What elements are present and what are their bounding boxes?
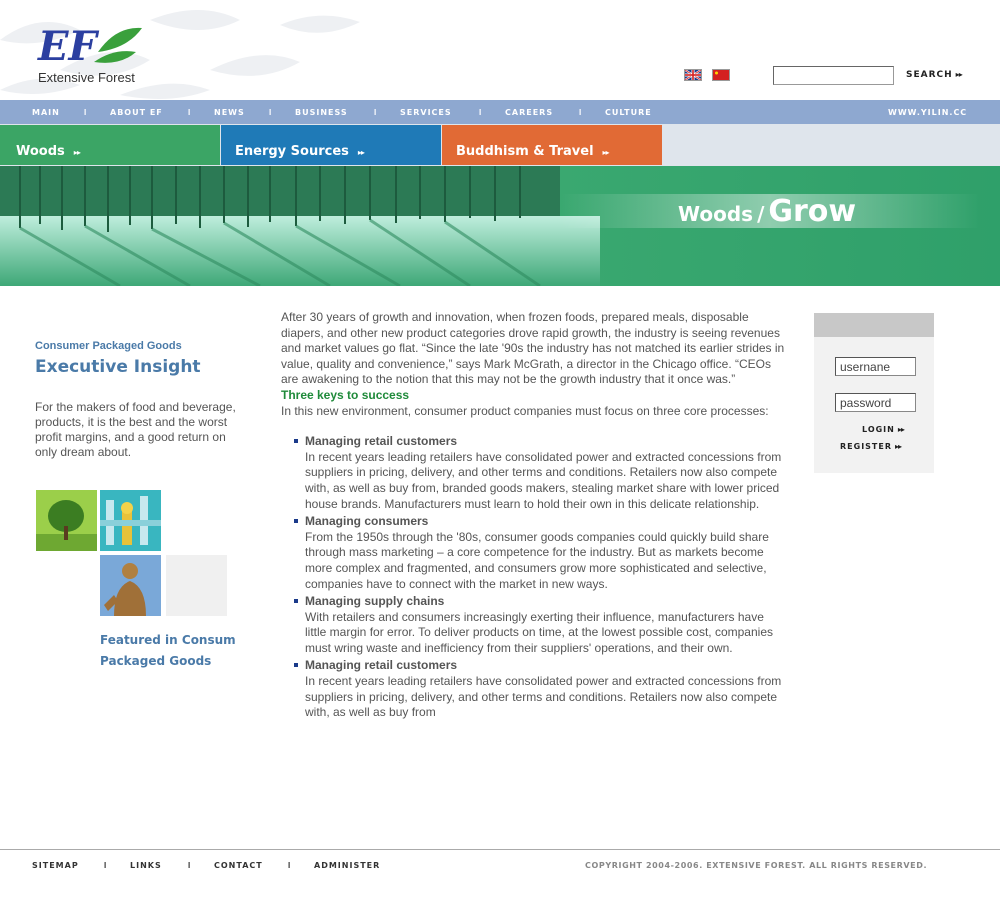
- search-button[interactable]: SEARCH ▸▸: [906, 70, 962, 80]
- search-input[interactable]: [773, 66, 894, 85]
- banner-title: [678, 194, 856, 229]
- nav-news[interactable]: NEWS: [214, 108, 245, 117]
- list-item-title: Managing consumers: [305, 514, 429, 529]
- bullet-icon: [294, 599, 298, 603]
- password-field[interactable]: [835, 393, 916, 412]
- username-field[interactable]: [835, 357, 916, 376]
- tab-label: Woods: [16, 144, 65, 159]
- english-flag-icon[interactable]: [684, 69, 702, 81]
- nav-culture[interactable]: CULTURE: [605, 108, 652, 117]
- double-arrow-icon: ▸▸: [602, 148, 609, 157]
- list-item-title: Managing retail customers: [305, 434, 458, 449]
- nav-separator: I: [84, 108, 87, 117]
- main-content: [281, 310, 786, 723]
- intro-paragraph: After 30 years of growth and innovation, when frozen foods, prepared meals, disposable diapers, and other new product categories drove rapid growth, the industry is seeing revenues and market values go flat. “Since the late '90s the industry has not matched its earlier strides in value, quality and convenience,” says Mark McGrath, a director in the Chicago office. “CEOs are awakening to the notion that this may not be the growth industry that it once was.”: [281, 310, 785, 387]
- nav-careers[interactable]: CAREERS: [505, 108, 554, 117]
- left-subtitle: Consumer Packaged Goods: [35, 340, 182, 352]
- tab-energy-sources[interactable]: [221, 125, 441, 165]
- chinese-flag-icon[interactable]: [712, 69, 730, 81]
- footer-separator: I: [188, 861, 191, 870]
- tab-woods[interactable]: [0, 125, 220, 165]
- logo[interactable]: [36, 22, 146, 86]
- featured-link[interactable]: [100, 630, 260, 672]
- bullet-icon: [294, 519, 298, 523]
- double-arrow-icon: ▸▸: [73, 148, 80, 157]
- blank-thumbnail: [166, 555, 227, 616]
- nav-separator: I: [479, 108, 482, 117]
- nav-main[interactable]: MAIN: [32, 108, 60, 117]
- double-arrow-icon: ▸▸: [357, 148, 364, 157]
- category-tabs: [0, 124, 1000, 166]
- list-item: [295, 594, 786, 656]
- tab-buddhism-travel[interactable]: [442, 125, 662, 165]
- keys-intro: In this new environment, consumer product companies must focus on three core processes:: [281, 403, 769, 418]
- login-header: [814, 313, 934, 337]
- list-item-text: In recent years leading retailers have consolidated power and extracted concessions from suppliers in pricing, delivery, and other terms and conditions. Retailers now also compete with, as well as buy from, branded goods makers, stealing market share with lower priced house brands. Manufacturers must learn to hold their own in this delicate relationship.: [305, 449, 782, 511]
- nav-separator: I: [188, 108, 191, 117]
- logo-text: Extensive Forest: [38, 70, 135, 85]
- top-nav: [0, 100, 1000, 124]
- buddha-thumbnail[interactable]: [100, 555, 161, 616]
- header: [0, 0, 1000, 100]
- featured-line: Packaged Goods: [100, 654, 212, 668]
- list-item: [295, 514, 786, 592]
- tab-label: Energy Sources: [235, 144, 349, 159]
- nav-services[interactable]: SERVICES: [400, 108, 452, 117]
- bullet-icon: [294, 439, 298, 443]
- footer-divider: [0, 849, 1000, 850]
- tree-thumbnail[interactable]: [36, 490, 97, 551]
- banner-slash: /: [757, 202, 765, 226]
- nav-separator: I: [374, 108, 377, 117]
- login-box: [814, 313, 934, 473]
- login-button[interactable]: LOGIN ▸▸: [862, 425, 904, 434]
- tab-label: Buddhism & Travel: [456, 144, 594, 159]
- nav-separator: I: [579, 108, 582, 117]
- keys-heading: Three keys to success: [281, 387, 410, 402]
- list-item-text: From the 1950s through the '80s, consumer goods companies could quickly build share through mass marketing – a core competence for the industry. But as markets become more complex and fragmented, and consumers grow more sophisticated and selective, companies have to connect with the market in new ways.: [305, 529, 769, 591]
- footer-links[interactable]: LINKS: [130, 861, 162, 870]
- site-url-link[interactable]: WWW.YILIN.CC: [888, 108, 968, 117]
- banner: [0, 166, 1000, 286]
- left-description: For the makers of food and beverage, products, it is the best and the worst profit margins, and a good return on only dream about.: [35, 400, 236, 459]
- footer-separator: I: [104, 861, 107, 870]
- list-item-title: Managing retail customers: [305, 658, 458, 673]
- double-arrow-icon: ▸▸: [897, 425, 904, 434]
- footer-sitemap[interactable]: SITEMAP: [32, 861, 79, 870]
- list-item-title: Managing supply chains: [305, 594, 445, 609]
- list-item-text: With retailers and consumers increasingly exerting their influence, manufacturers have little margin for error. To deliver products on time, at the lowest possible cost, companies must wring waste and inefficiency from their suppliers' operations, and their own.: [305, 609, 773, 655]
- logo-mark-icon: [36, 22, 146, 68]
- banner-page: Grow: [768, 194, 857, 229]
- nav-business[interactable]: BUSINESS: [295, 108, 348, 117]
- pipes-thumbnail[interactable]: [100, 490, 161, 551]
- double-arrow-icon: ▸▸: [955, 70, 962, 79]
- footer-contact[interactable]: CONTACT: [214, 861, 263, 870]
- svg-text:EF: EF: [38, 23, 97, 68]
- nav-separator: I: [269, 108, 272, 117]
- list-item: [295, 434, 786, 512]
- left-title: Executive Insight: [35, 357, 201, 377]
- bullet-icon: [294, 663, 298, 667]
- copyright: COPYRIGHT 2004-2006. EXTENSIVE FOREST. ALL RIGHTS RESERVED.: [585, 861, 928, 870]
- featured-line: Featured in Consum: [100, 633, 236, 647]
- double-arrow-icon: ▸▸: [895, 442, 902, 451]
- list-item: [295, 658, 786, 720]
- list-item-text: In recent years leading retailers have consolidated power and extracted concessions from suppliers in pricing, delivery, and other terms and conditions. Retailers now also compete with, as well as buy from: [305, 674, 782, 720]
- footer-separator: I: [288, 861, 291, 870]
- register-button[interactable]: REGISTER ▸▸: [840, 442, 902, 451]
- keys-list: [281, 434, 786, 721]
- banner-section: Woods: [678, 202, 754, 226]
- footer-administer[interactable]: ADMINISTER: [314, 861, 381, 870]
- nav-about[interactable]: ABOUT EF: [110, 108, 163, 117]
